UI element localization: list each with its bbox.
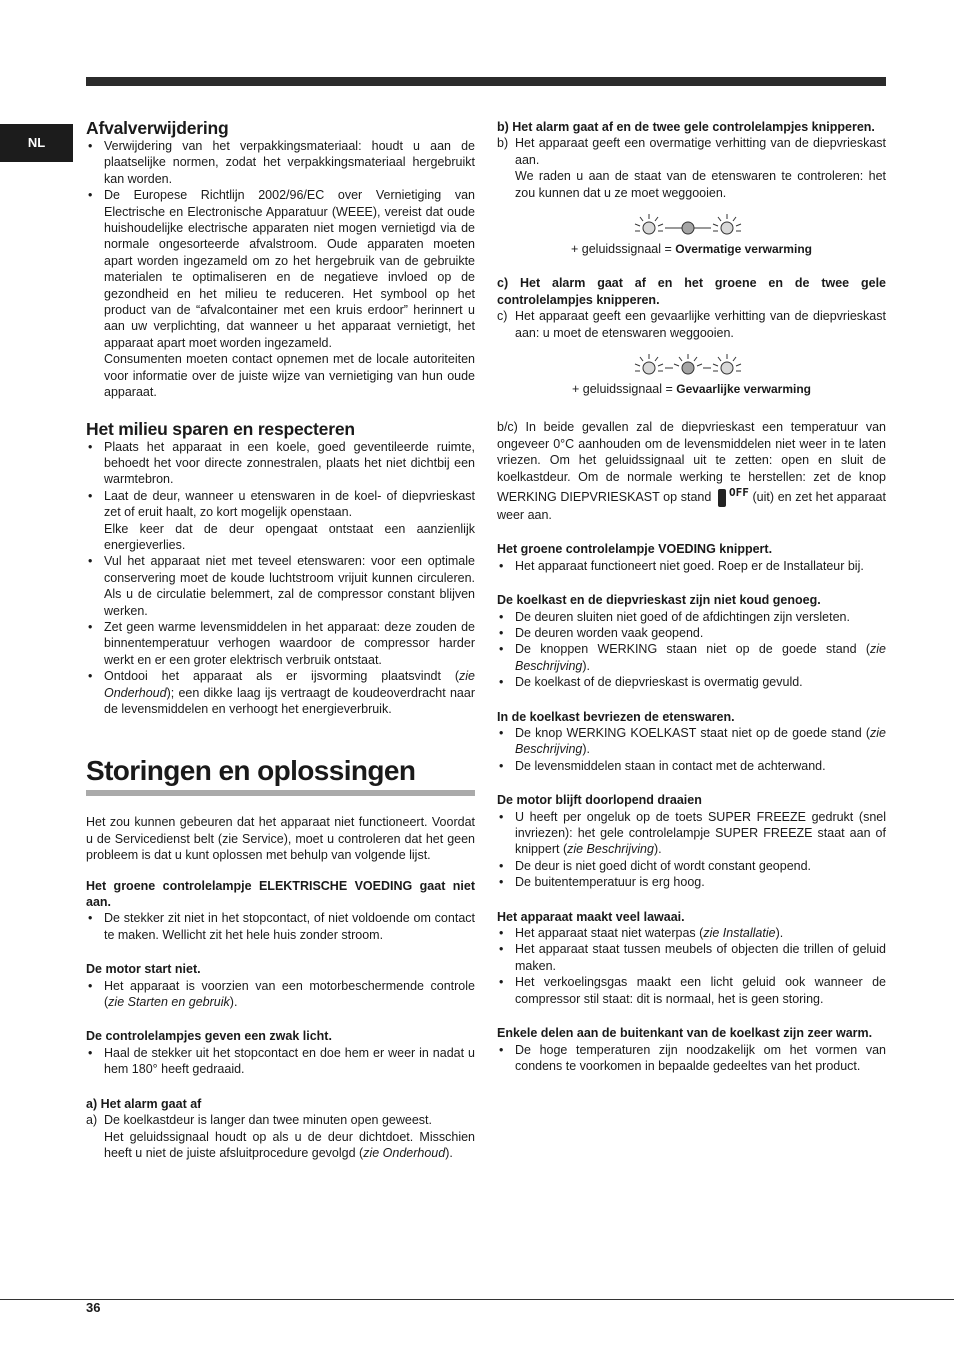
problem-list (497, 558, 886, 574)
problem-list (497, 609, 886, 691)
bc-paragraph: b/c) In beide gevallen zal de diepvrieskast een temperatuur van ongeveer 0°C aanhouden om de levensmiddelen niet weer in te laten vriezen. Om het geluidssignaal uit te zetten: open en sluit de koelkastdeur. Om de normale werking te herstellen: zet de knop WERKING DIEPVRIESKAST op stand OFF (uit) en zet het apparaat weer aan. (497, 420, 886, 522)
problem-title: Het groene controlelampje VOEDING knippert. (497, 542, 773, 557)
list-item: • Ontdooi het apparaat als er ijsvorming plaatsvindt (zie Onderhoud); een dikke laag ijs vertraagt de koudeoverdracht naar de levensmiddelen en verhoogt het energieverbruik. (86, 668, 475, 717)
list-item: • Laat de deur, wanneer u etenswaren in de koel- of diepvrieskast zet of eruit haalt, zo kort mogelijk openstaan. Elke keer dat de deur opengaat ontstaat een aanzienlijk energieverlies. (86, 488, 475, 554)
item-label: a) (86, 1113, 98, 1128)
labeled-item: a) De koelkastdeur is langer dan twee minuten open geweest. (86, 1113, 432, 1128)
intro-paragraph: Het zou kunnen gebeuren dat het apparaat niet functioneert. Voordat u de Servicedienst belt (zie Service), moet u controleren dat het geen probleem is dat u kunt oplossen met behulp van volgende lijst. (86, 815, 475, 863)
problem-title: De motor blijft doorlopend draaien (497, 793, 702, 808)
list-item: • Zet geen warme levensmiddelen in het apparaat: deze zouden de binnentemperatuur verhogen waardoor de compressor harder werkt en er een groter elektrisch verbruik ontstaat. (86, 619, 475, 668)
labeled-item: c) Het apparaat geeft een gevaarlijke verhitting van de diepvrieskast aan: u moet de etenswaren weggooien. (497, 309, 886, 340)
language-tab: NL (0, 124, 73, 162)
section-title-milieu: Het milieu sparen en respecteren (86, 418, 355, 439)
cross-reference: zie Installatie (703, 926, 776, 941)
problem-list (497, 925, 886, 1007)
list-item: • Het apparaat functioneert niet goed. Roep er de Installateur bij. (497, 558, 886, 574)
list-item: • Vul het apparaat niet met teveel etenswaren: voor een optimale conservering moet de koude luchtstroom vrijuit kunnen circuleren. Als u de circulatie belemmert, zal de compressor constant blijven werken. (86, 553, 475, 619)
problem-list (497, 1042, 886, 1075)
cross-reference: zie Starten en gebruik (108, 995, 230, 1010)
list-item: • Het apparaat staat tussen meubels of objecten die trillen of geluid maken. (497, 941, 886, 974)
list-item-continuation: Elke keer dat de deur opengaat ontstaat een aanzienlijk energieverlies. (104, 521, 475, 552)
problem-list (86, 1045, 475, 1078)
list-item-continuation: Consumenten moeten contact opnemen met de locale autoriteiten voor informatie over de juiste wijze van vernietiging van hun oude apparaat. (104, 352, 475, 400)
problem-title: Het groene controlelampje ELEKTRISCHE VOEDING gaat niet aan. (86, 878, 475, 910)
list-item: • De hoge temperaturen zijn noodzakelijk om het vormen van condens te voorkomen in bepaalde gedeeltes van het product. (497, 1042, 886, 1075)
lamp-caption: + geluidssignaal = Gevaarlijke verwarming (572, 382, 811, 397)
lamp-indicator-icon (627, 209, 757, 239)
cross-reference: zie Beschrijving (515, 642, 886, 673)
list-item: • De koelkast of de diepvrieskast is overmatig gevuld. (497, 674, 886, 690)
list-item: • De deur is niet goed dicht of wordt constant geopend. (497, 858, 886, 874)
problem-list (86, 910, 475, 943)
list-item: • De knop WERKING KOELKAST staat niet op de goede stand (zie Beschrijving). (497, 725, 886, 758)
right-column (497, 119, 886, 1074)
cross-reference: zie Onderhoud (363, 1145, 446, 1160)
list-item: • De stekker zit niet in het stopcontact, of niet voldoende om contact te maken. Wellicht zit het hele huis zonder stroom. (86, 910, 475, 943)
milieu-list (86, 439, 475, 718)
left-column (86, 118, 475, 1161)
title-underline (86, 790, 475, 796)
problem-title: In de koelkast bevriezen de etenswaren. (497, 709, 735, 724)
item-label: c) (497, 309, 508, 324)
bottom-rule (0, 1299, 954, 1300)
list-item: • De deuren worden vaak geopend. (497, 625, 886, 641)
knob-off-icon (718, 489, 726, 507)
problem-title: Enkele delen aan de buitenkant van de koelkast zijn zeer warm. (497, 1026, 873, 1041)
problem-title: Het apparaat maakt veel lawaai. (497, 909, 685, 924)
item-label: b) (497, 136, 509, 151)
labeled-item-continuation: We raden u aan de staat van de etenswaren te controleren: het zou kunnen dat u ze moet weggooien. (515, 169, 886, 200)
labeled-item-continuation: Het geluidssignaal houdt op als u de deur dichtdoet. Misschien heeft u niet de juiste afsluitprocedure gevolgd (zie Onderhoud). (104, 1129, 475, 1160)
list-item: • Plaats het apparaat in een koele, goed geventileerde ruimte, behoedt het voor directe zonnestralen, plaats het niet dichtbij een warmtebron. (86, 439, 475, 488)
lamp-indicator-icon (627, 349, 757, 379)
list-item: • Het verkoelingsgas maakt een licht geluid ook wanneer de compressor stil staat: dit is normaal, het is geen storing. (497, 974, 886, 1007)
list-item: • Het apparaat is voorzien van een motorbeschermende controle (zie Starten en gebruik). (86, 978, 475, 1011)
problem-title: De koelkast en de diepvrieskast zijn niet koud genoeg. (497, 593, 821, 608)
problem-list (497, 809, 886, 891)
section-title-afvalverwijdering: Afvalverwijdering (86, 118, 229, 138)
problem-title: b) Het alarm gaat af en de twee gele controlelampjes knipperen. (497, 120, 875, 134)
indicator-lamps-yellow-blinking (497, 209, 886, 239)
list-item: • Verwijdering van het verpakkingsmateriaal: houdt u aan de plaatselijke normen, zodat het verpakkingsmateriaal hergebruikt kan worden. (86, 138, 475, 187)
problem-title: c) Het alarm gaat af en het groene en de twee gele controlelampjes knipperen. (497, 276, 886, 307)
problem-title: De motor start niet. (86, 962, 201, 977)
list-item: • De buitentemperatuur is erg hoog. (497, 874, 886, 890)
list-item: • De levensmiddelen staan in contact met de achterwand. (497, 758, 886, 774)
top-rule (86, 77, 886, 86)
labeled-item: b) Het apparaat geeft een overmatige verhitting van de diepvrieskast aan. (497, 136, 886, 167)
cross-reference: zie Beschrijving (515, 726, 886, 757)
list-item: • De deuren sluiten niet goed of de afdichtingen zijn versleten. (497, 609, 886, 625)
list-item: • U heeft per ongeluk op de toets SUPER FREEZE gedrukt (snel invriezen): het gele controlelampje SUPER FREEZE staat aan of knippert (zie Beschrijving). (497, 809, 886, 858)
problem-list (86, 978, 475, 1011)
problem-title: De controlelampjes geven een zwak licht. (86, 1029, 332, 1044)
off-label: OFF (728, 486, 749, 500)
cross-reference: zie Onderhoud (104, 669, 475, 700)
problem-title: a) Het alarm gaat af (86, 1096, 202, 1111)
list-item: • De knoppen WERKING staan niet op de goede stand (zie Beschrijving). (497, 641, 886, 674)
problem-list (497, 725, 886, 774)
indicator-lamps-all-blinking (497, 349, 886, 379)
cross-reference: zie Beschrijving (567, 842, 654, 857)
lamp-caption: + geluidssignaal = Overmatige verwarming (571, 242, 812, 257)
list-item: • Het apparaat staat niet waterpas (zie Installatie). (497, 925, 886, 941)
page-number: 36 (86, 1300, 101, 1315)
list-item: • De Europese Richtlijn 2002/96/EC over Vernietiging van Electrische en Electronische Apparatuur (WEEE), vereist dat oude huishoudelijke electrische apparaten niet mogen vernietigd via de normale ongesorteerde afvalstroom. Oude apparaten moeten apart worden ingezameld om zo het hergebruik van de gebruikte materialen te optimaliseren en de negatieve invloed op de gezondheid en het milieu te reduceren. Het symbool op het product van de “afvalcontainer met een kruis erdoor” herinnert u aan uw verplichting, dat wanneer u het apparaat vernietigt, het apparaat apart moet worden ingezameld. Consumenten moeten contact opnemen met de locale autoriteiten voor informatie over de juiste wijze van vernietiging van hun oude apparaat. (86, 187, 475, 400)
afval-list (86, 138, 475, 401)
page-title: Storingen en oplossingen (86, 755, 416, 787)
list-item: • Haal de stekker uit het stopcontact en doe hem er weer in nadat u hem 180° heeft gedraaid. (86, 1045, 475, 1078)
